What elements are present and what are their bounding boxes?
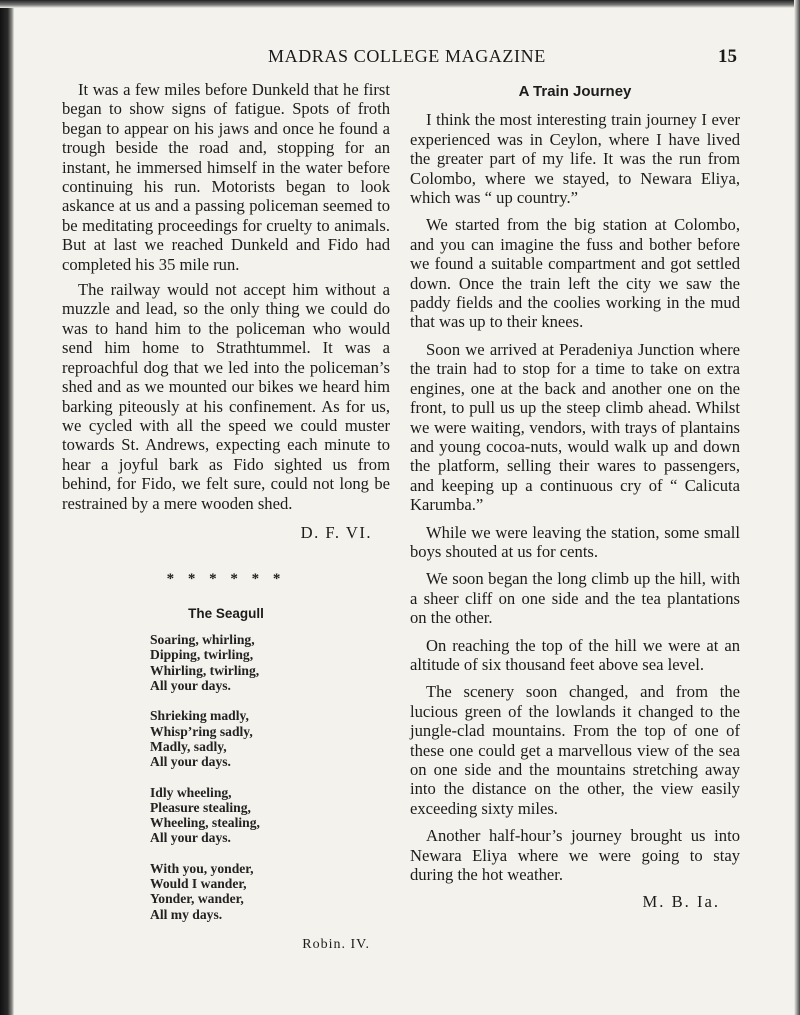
story-signature: D. F. VI. <box>300 522 372 542</box>
magazine-title: MADRAS COLLEGE MAGAZINE <box>268 46 546 66</box>
page-top-shadow <box>0 0 800 8</box>
poem-stanza <box>150 785 390 846</box>
page-number: 15 <box>718 46 737 67</box>
poem-line: Madly, sadly, <box>150 738 227 754</box>
poem-stanza <box>150 708 390 769</box>
right-column <box>410 80 740 912</box>
article-paragraph: While we were leaving the station, some small boys shouted at us for cents. <box>410 522 740 561</box>
article-paragraph: Another half-hour’s journey brought us into Newara Eliya where we were going to stay during the hot weather. <box>410 826 740 885</box>
article-paragraph: Soon we arrived at Peradeniya Junction where the train had to stop for a time to take on extra engines, one at the back and another one on the front, to pull us up the steep climb ahead. Whilst we were waiting, vendors, with trays of plantains and young cocoa-nuts, would walk up and down the platform, selling their wares to passengers, and keeping up a continuous cry of “ Calicuta Karumba.” <box>410 339 740 515</box>
poem-line: Idly wheeling, <box>150 784 232 800</box>
dog-story <box>62 80 390 513</box>
poem-line: All your days. <box>150 754 231 770</box>
poem-line: Whirling, twirling, <box>150 662 260 678</box>
article-paragraph: On reaching the top of the hill we were at an altitude of six thousand feet above sea level. <box>410 635 740 674</box>
article-paragraph: We soon began the long climb up the hill, with a sheer cliff on one side and the tea plantations on the other. <box>410 569 740 628</box>
poem-line: With you, yonder, <box>150 860 254 876</box>
article-paragraph: We started from the big station at Colombo, and you can imagine the fuss and bother before we found a suitable compartment and got settled down. Once the train left the city we saw the paddy fields and the coolies working in the mud that was up to their knees. <box>410 215 740 332</box>
poem-line: All your days. <box>150 830 231 846</box>
poem-line: Whisp’ring sadly, <box>150 723 253 739</box>
article-title: A Train Journey <box>518 83 632 100</box>
poem-line: Dipping, twirling, <box>150 647 254 663</box>
poem-line: Shrieking madly, <box>150 708 249 724</box>
poem-line: All your days. <box>150 678 231 694</box>
poem-line: Pleasure stealing, <box>150 799 251 815</box>
poem-line: Would I wander, <box>150 876 247 892</box>
poem-stanza <box>150 861 390 922</box>
poem-line: All my days. <box>150 906 223 922</box>
page-right-shadow <box>794 0 800 1015</box>
article-paragraph: The scenery soon changed, and from the lucious green of the lowlands it changed to the jungle-clad mountains. From the top of one of these one could get a marvellous view of the sea on one side and the mountains stretching away into the distance on the other, the view easily exceeding sixty miles. <box>410 682 740 818</box>
poem-title: The Seagull <box>188 605 264 621</box>
poem-line: Soaring, whirling, <box>150 632 255 648</box>
left-column <box>62 80 390 954</box>
story-paragraph: The railway would not accept him without a muzzle and lead, so the only thing we could do was to hand him to the policeman who would send him home to Strathtummel. It was a reproachful dog that we led into the policeman’s shed and as we mounted our bikes we heard him barking piteously at his confinement. As for us, we cycled with all the speed we could muster towards St. Andrews, expecting each minute to hear a joyful bark as Fido sighted us from behind, for Fido, we felt sure, could not long be restrained by a mere wooden shed. <box>62 280 390 513</box>
article-paragraph: I think the most interesting train journey I ever experienced was in Ceylon, where I have lived the greater part of my life. It was the run from Colombo, where we stayed, to Newara Eliya, which was “ up country.” <box>410 110 740 208</box>
story-paragraph: It was a few miles before Dunkeld that he first began to show signs of fatigue. Spots of froth began to appear on his jaws and once he found a trough beside the road and, stopping for an instant, he immersed himself in the water before continuing his run. Motorists began to look askance at us and a passing policeman seemed to be meditating proceedings for cruelty to animals. But at last we reached Dunkeld and Fido had completed his 35 mile run. <box>62 80 390 274</box>
poem-line: Wheeling, stealing, <box>150 815 260 831</box>
poem-stanza <box>150 632 390 693</box>
poem-author: Robin. IV. <box>302 936 370 952</box>
page-binding-edge <box>0 0 14 1015</box>
poem <box>62 632 390 922</box>
page-header <box>0 46 800 70</box>
poem-line: Yonder, wander, <box>150 891 244 907</box>
article-signature: M. B. Ia. <box>642 892 720 912</box>
section-separator: * * * * * * <box>166 571 286 588</box>
